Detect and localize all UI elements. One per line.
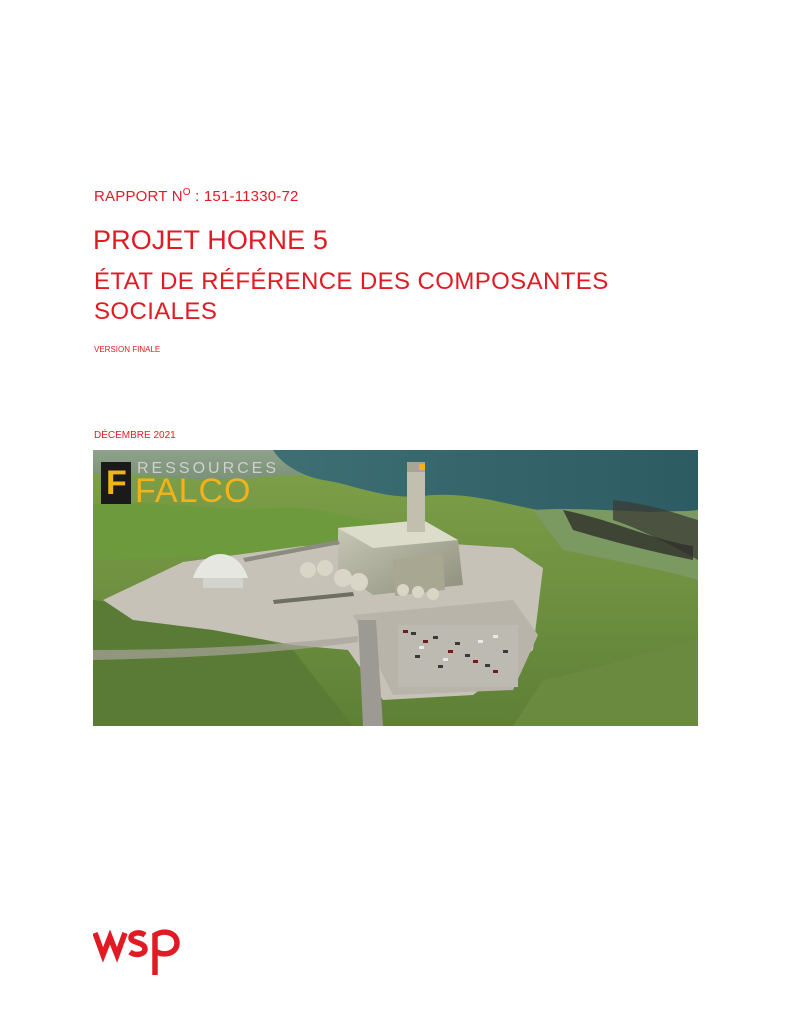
wsp-logo-mark: [93, 925, 193, 977]
report-number-value: : 151-11330-72: [190, 188, 299, 205]
falco-logo: [101, 458, 280, 510]
document-subtitle: ÉTAT DE RÉFÉRENCE DES COMPOSANTES SOCIALES: [94, 268, 609, 325]
project-title: PROJET HORNE 5: [93, 225, 328, 255]
version-label: VERSION FINALE: [94, 345, 161, 354]
falco-mark-icon: F: [101, 462, 131, 504]
parking-lot: [398, 625, 518, 687]
falco-ressources-text: RESSOURCES: [137, 460, 280, 477]
report-superscript: O: [182, 187, 191, 198]
wsp-logo: [93, 925, 193, 977]
falco-name-text: FALCO: [135, 472, 252, 510]
cover-image: [93, 450, 698, 726]
report-prefix: RAPPORT N: [94, 188, 183, 205]
report-number: [94, 187, 299, 205]
document-date: DÉCEMBRE 2021: [94, 430, 176, 441]
